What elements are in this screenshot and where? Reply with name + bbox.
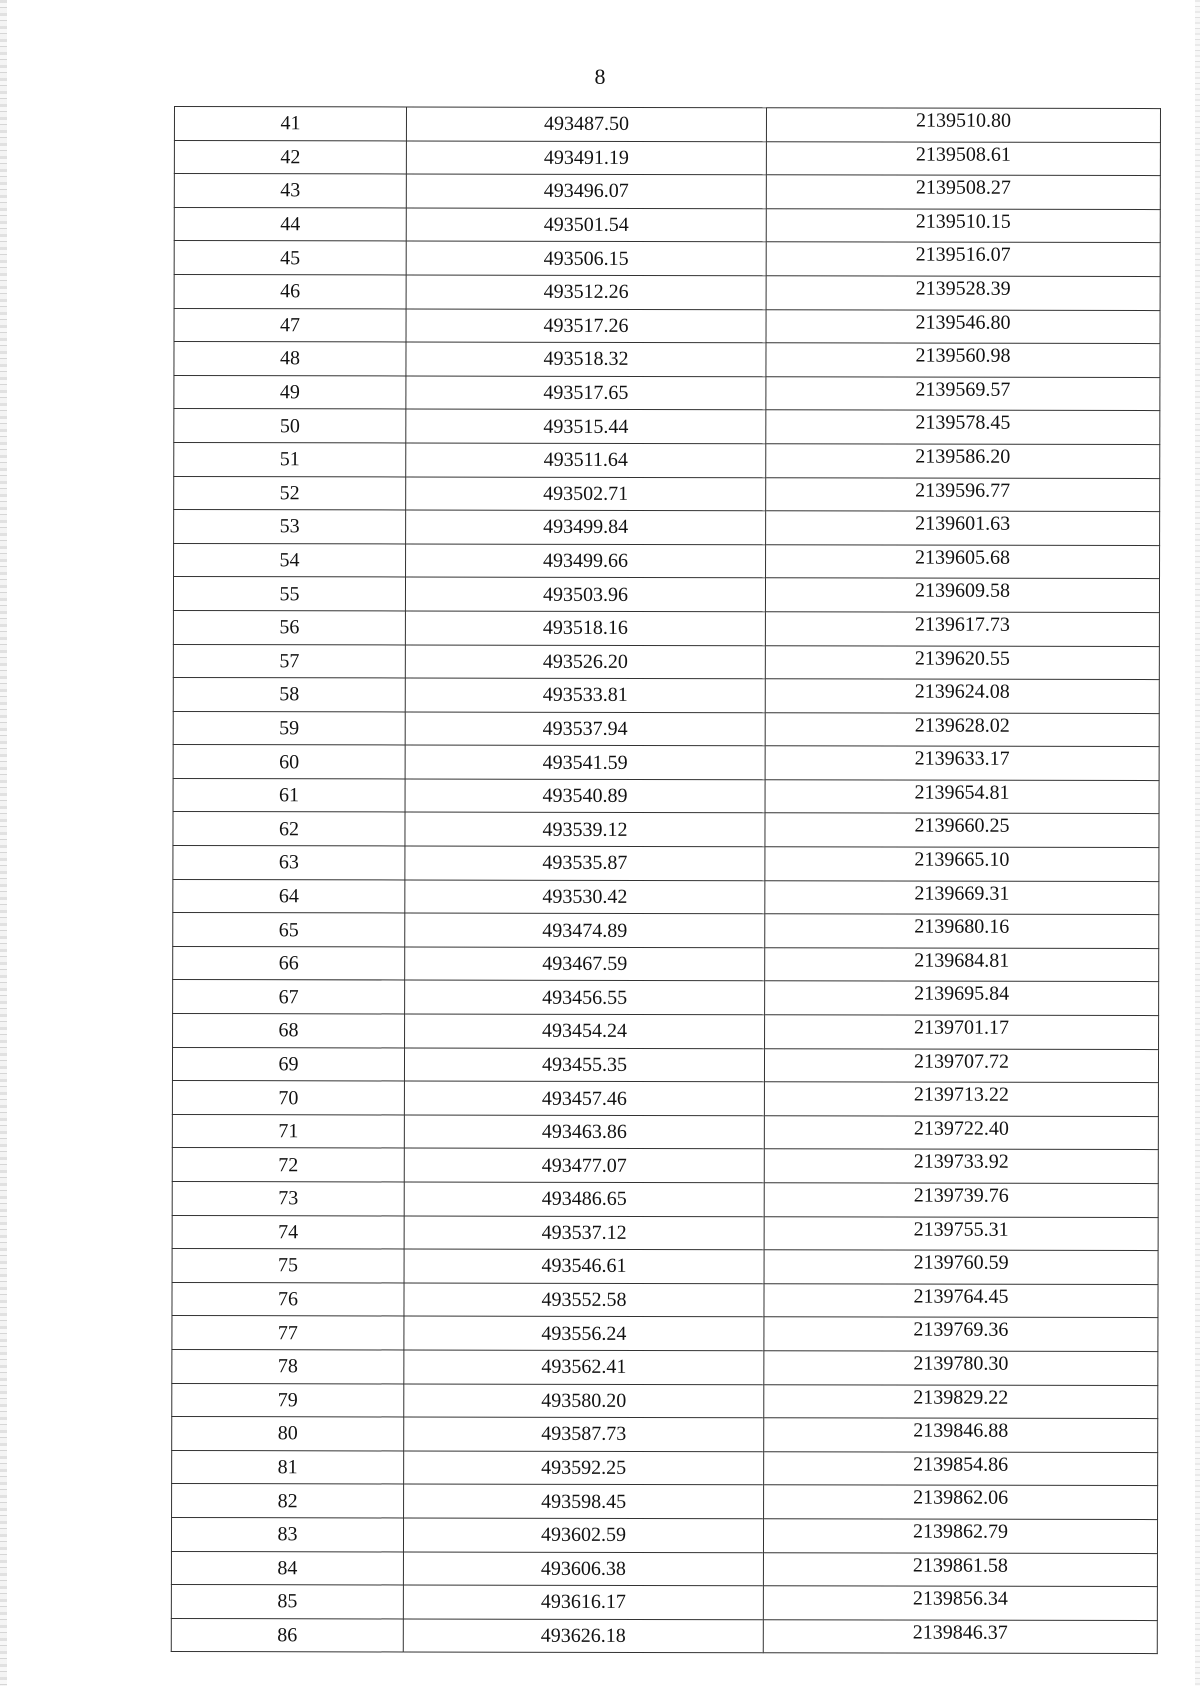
table-row xyxy=(173,879,1159,915)
y-coordinate-cell: 2139510.15 xyxy=(766,209,1160,243)
x-coordinate-cell: 493499.84 xyxy=(406,510,766,544)
point-number-cell: 85 xyxy=(171,1585,403,1619)
point-number-cell: 68 xyxy=(173,1014,405,1048)
table-row xyxy=(173,577,1159,613)
y-coordinate-cell: 2139660.25 xyxy=(765,813,1159,847)
x-coordinate-cell: 493626.18 xyxy=(403,1619,763,1653)
point-number-cell: 72 xyxy=(172,1148,404,1182)
table-row xyxy=(173,913,1159,949)
x-coordinate-cell: 493501.54 xyxy=(406,208,766,242)
x-coordinate-cell: 493518.16 xyxy=(405,611,765,645)
x-coordinate-cell: 493515.44 xyxy=(406,409,766,443)
x-coordinate-cell: 493552.58 xyxy=(404,1283,764,1317)
y-coordinate-cell: 2139856.34 xyxy=(763,1586,1157,1620)
table-row xyxy=(174,174,1160,210)
point-number-cell: 67 xyxy=(173,980,405,1014)
point-number-cell: 57 xyxy=(173,644,405,678)
y-coordinate-cell: 2139665.10 xyxy=(765,847,1159,881)
y-coordinate-cell: 2139560.98 xyxy=(766,343,1160,377)
table-row xyxy=(172,1349,1158,1385)
y-coordinate-cell: 2139854.86 xyxy=(764,1451,1158,1485)
table-row xyxy=(172,1316,1158,1352)
x-coordinate-cell: 493486.65 xyxy=(404,1182,764,1216)
point-number-cell: 43 xyxy=(174,174,406,208)
point-number-cell: 76 xyxy=(172,1282,404,1316)
x-coordinate-cell: 493592.25 xyxy=(404,1451,764,1485)
point-number-cell: 61 xyxy=(173,778,405,812)
y-coordinate-cell: 2139569.57 xyxy=(766,376,1160,410)
point-number-cell: 44 xyxy=(174,207,406,241)
table-row xyxy=(174,342,1160,378)
point-number-cell: 82 xyxy=(172,1484,404,1518)
table-row xyxy=(174,375,1160,411)
y-coordinate-cell: 2139695.84 xyxy=(765,981,1159,1015)
point-number-cell: 62 xyxy=(173,812,405,846)
y-coordinate-cell: 2139862.06 xyxy=(764,1485,1158,1519)
y-coordinate-cell: 2139628.02 xyxy=(765,712,1159,746)
x-coordinate-cell: 493606.38 xyxy=(403,1552,763,1586)
x-coordinate-cell: 493502.71 xyxy=(406,477,766,511)
x-coordinate-cell: 493518.32 xyxy=(406,342,766,376)
y-coordinate-cell: 2139862.79 xyxy=(763,1519,1157,1553)
y-coordinate-cell: 2139760.59 xyxy=(764,1250,1158,1284)
point-number-cell: 66 xyxy=(173,946,405,980)
y-coordinate-cell: 2139764.45 xyxy=(764,1284,1158,1318)
point-number-cell: 55 xyxy=(173,577,405,611)
x-coordinate-cell: 493616.17 xyxy=(403,1585,763,1619)
y-coordinate-cell: 2139596.77 xyxy=(766,477,1160,511)
y-coordinate-cell: 2139739.76 xyxy=(764,1183,1158,1217)
table-row xyxy=(174,140,1160,176)
x-coordinate-cell: 493580.20 xyxy=(404,1384,764,1418)
y-coordinate-cell: 2139601.63 xyxy=(766,511,1160,545)
table-row xyxy=(171,1585,1157,1621)
table-row xyxy=(173,778,1159,814)
point-number-cell: 84 xyxy=(171,1551,403,1585)
x-coordinate-cell: 493455.35 xyxy=(404,1048,764,1082)
point-number-cell: 51 xyxy=(174,442,406,476)
table-row xyxy=(172,1215,1158,1251)
table-row xyxy=(171,1517,1157,1553)
table-row xyxy=(173,644,1159,680)
table-row xyxy=(173,711,1159,747)
table-row xyxy=(171,1618,1157,1654)
point-number-cell: 59 xyxy=(173,711,405,745)
y-coordinate-cell: 2139586.20 xyxy=(766,444,1160,478)
table-row xyxy=(172,1383,1158,1419)
y-coordinate-cell: 2139633.17 xyxy=(765,746,1159,780)
point-number-cell: 64 xyxy=(173,879,405,913)
scan-edge-right xyxy=(1195,0,1200,1686)
x-coordinate-cell: 493511.64 xyxy=(406,443,766,477)
table-row xyxy=(173,980,1159,1016)
point-number-cell: 58 xyxy=(173,678,405,712)
point-number-cell: 45 xyxy=(174,241,406,275)
x-coordinate-cell: 493477.07 xyxy=(404,1148,764,1182)
point-number-cell: 75 xyxy=(172,1249,404,1283)
y-coordinate-cell: 2139829.22 xyxy=(764,1384,1158,1418)
table-row xyxy=(174,241,1160,277)
table-row xyxy=(174,409,1160,445)
x-coordinate-cell: 493496.07 xyxy=(406,174,766,208)
point-number-cell: 79 xyxy=(172,1383,404,1417)
point-number-cell: 83 xyxy=(171,1517,403,1551)
x-coordinate-cell: 493463.86 xyxy=(404,1115,764,1149)
table-row xyxy=(172,1282,1158,1318)
point-number-cell: 56 xyxy=(173,610,405,644)
y-coordinate-cell: 2139620.55 xyxy=(765,645,1159,679)
x-coordinate-cell: 493517.26 xyxy=(406,309,766,343)
y-coordinate-cell: 2139624.08 xyxy=(765,679,1159,713)
y-coordinate-cell: 2139755.31 xyxy=(764,1216,1158,1250)
x-coordinate-cell: 493562.41 xyxy=(404,1350,764,1384)
point-number-cell: 86 xyxy=(171,1618,403,1652)
table-row xyxy=(174,442,1160,478)
table-row xyxy=(172,1249,1158,1285)
point-number-cell: 41 xyxy=(174,107,406,141)
table-row xyxy=(172,1047,1158,1083)
point-number-cell: 46 xyxy=(174,274,406,308)
point-number-cell: 47 xyxy=(174,308,406,342)
point-number-cell: 63 xyxy=(173,846,405,880)
table-row xyxy=(174,543,1160,579)
point-number-cell: 80 xyxy=(172,1417,404,1451)
x-coordinate-cell: 493487.50 xyxy=(406,107,766,141)
point-number-cell: 73 xyxy=(172,1181,404,1215)
y-coordinate-cell: 2139654.81 xyxy=(765,780,1159,814)
y-coordinate-cell: 2139722.40 xyxy=(764,1116,1158,1150)
x-coordinate-cell: 493541.59 xyxy=(405,745,765,779)
x-coordinate-cell: 493491.19 xyxy=(406,141,766,175)
table-row xyxy=(172,1484,1158,1520)
x-coordinate-cell: 493546.61 xyxy=(404,1249,764,1283)
point-number-cell: 60 xyxy=(173,745,405,779)
table-row xyxy=(171,1551,1157,1587)
y-coordinate-cell: 2139578.45 xyxy=(766,410,1160,444)
x-coordinate-cell: 493517.65 xyxy=(406,376,766,410)
y-coordinate-cell: 2139861.58 xyxy=(763,1552,1157,1586)
coordinate-table xyxy=(171,106,1161,1654)
y-coordinate-cell: 2139510.80 xyxy=(766,108,1160,142)
x-coordinate-cell: 493456.55 xyxy=(405,980,765,1014)
x-coordinate-cell: 493474.89 xyxy=(405,913,765,947)
y-coordinate-cell: 2139605.68 xyxy=(766,544,1160,578)
x-coordinate-cell: 493535.87 xyxy=(405,846,765,880)
y-coordinate-cell: 2139617.73 xyxy=(765,612,1159,646)
y-coordinate-cell: 2139528.39 xyxy=(766,276,1160,310)
x-coordinate-cell: 493533.81 xyxy=(405,678,765,712)
x-coordinate-cell: 493598.45 xyxy=(404,1484,764,1518)
table-row xyxy=(173,946,1159,982)
x-coordinate-cell: 493540.89 xyxy=(405,779,765,813)
table-row xyxy=(173,812,1159,848)
x-coordinate-cell: 493506.15 xyxy=(406,241,766,275)
x-coordinate-cell: 493499.66 xyxy=(406,544,766,578)
point-number-cell: 71 xyxy=(172,1114,404,1148)
point-number-cell: 65 xyxy=(173,913,405,947)
table-row xyxy=(174,107,1160,143)
x-coordinate-cell: 493556.24 xyxy=(404,1316,764,1350)
table-row xyxy=(172,1148,1158,1184)
scan-edge-left xyxy=(0,0,7,1686)
table-row xyxy=(174,308,1160,344)
table-row xyxy=(172,1114,1158,1150)
y-coordinate-cell: 2139508.61 xyxy=(766,141,1160,175)
point-number-cell: 50 xyxy=(174,409,406,443)
x-coordinate-cell: 493526.20 xyxy=(405,644,765,678)
y-coordinate-cell: 2139546.80 xyxy=(766,309,1160,343)
point-number-cell: 74 xyxy=(172,1215,404,1249)
coordinate-table-body xyxy=(171,107,1160,1654)
y-coordinate-cell: 2139846.88 xyxy=(764,1418,1158,1452)
x-coordinate-cell: 493602.59 xyxy=(403,1518,763,1552)
point-number-cell: 48 xyxy=(174,342,406,376)
table-row xyxy=(172,1081,1158,1117)
point-number-cell: 77 xyxy=(172,1316,404,1350)
point-number-cell: 54 xyxy=(174,543,406,577)
table-row xyxy=(172,1417,1158,1453)
y-coordinate-cell: 2139680.16 xyxy=(765,914,1159,948)
y-coordinate-cell: 2139707.72 xyxy=(764,1048,1158,1082)
y-coordinate-cell: 2139669.31 xyxy=(765,880,1159,914)
table-row xyxy=(174,476,1160,512)
y-coordinate-cell: 2139780.30 xyxy=(764,1351,1158,1385)
point-number-cell: 81 xyxy=(172,1450,404,1484)
table-row xyxy=(172,1450,1158,1486)
x-coordinate-cell: 493587.73 xyxy=(404,1417,764,1451)
table-row xyxy=(173,678,1159,714)
x-coordinate-cell: 493537.94 xyxy=(405,712,765,746)
y-coordinate-cell: 2139516.07 xyxy=(766,242,1160,276)
y-coordinate-cell: 2139769.36 xyxy=(764,1317,1158,1351)
y-coordinate-cell: 2139846.37 xyxy=(763,1619,1157,1653)
y-coordinate-cell: 2139609.58 xyxy=(765,578,1159,612)
x-coordinate-cell: 493530.42 xyxy=(405,880,765,914)
x-coordinate-cell: 493503.96 xyxy=(405,577,765,611)
y-coordinate-cell: 2139701.17 xyxy=(765,1015,1159,1049)
table-row xyxy=(173,846,1159,882)
y-coordinate-cell: 2139508.27 xyxy=(766,175,1160,209)
x-coordinate-cell: 493537.12 xyxy=(404,1216,764,1250)
x-coordinate-cell: 493457.46 xyxy=(404,1081,764,1115)
page-number: 8 xyxy=(594,64,606,89)
table-row xyxy=(172,1181,1158,1217)
table-row xyxy=(173,610,1159,646)
table-row xyxy=(173,1014,1159,1050)
y-coordinate-cell: 2139733.92 xyxy=(764,1149,1158,1183)
y-coordinate-cell: 2139684.81 xyxy=(765,948,1159,982)
table-row xyxy=(174,510,1160,546)
point-number-cell: 69 xyxy=(172,1047,404,1081)
point-number-cell: 70 xyxy=(172,1081,404,1115)
point-number-cell: 52 xyxy=(174,476,406,510)
y-coordinate-cell: 2139713.22 xyxy=(764,1082,1158,1116)
x-coordinate-cell: 493512.26 xyxy=(406,275,766,309)
table-row xyxy=(174,274,1160,310)
x-coordinate-cell: 493454.24 xyxy=(405,1014,765,1048)
x-coordinate-cell: 493539.12 xyxy=(405,812,765,846)
point-number-cell: 42 xyxy=(174,140,406,174)
table-row xyxy=(174,207,1160,243)
point-number-cell: 53 xyxy=(174,510,406,544)
table-row xyxy=(173,745,1159,781)
point-number-cell: 49 xyxy=(174,375,406,409)
x-coordinate-cell: 493467.59 xyxy=(405,947,765,981)
point-number-cell: 78 xyxy=(172,1349,404,1383)
